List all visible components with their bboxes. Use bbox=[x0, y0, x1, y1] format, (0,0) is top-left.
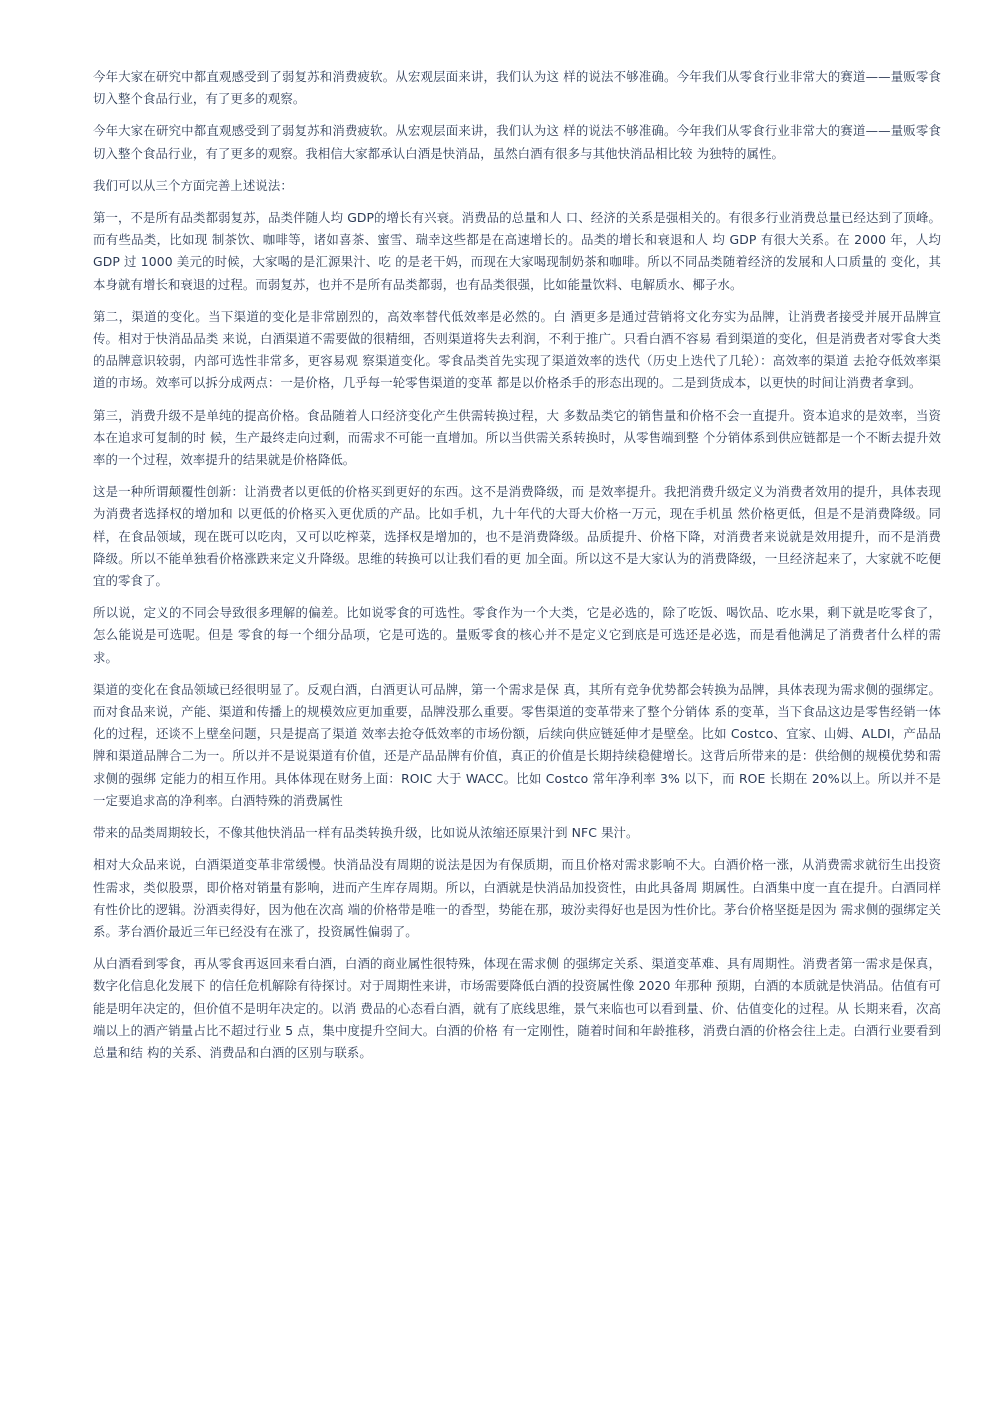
paragraph-definition: 所以说，定义的不同会导致很多理解的偏差。比如说零食的可选性。零食作为一个大类，它是必选的，除了吃饭、喝饮品、吃水果，剩下就是吃零食了，怎么能说是可选呢。但是 零食的每一个细分品项，它是可选的。量贩零食的核心并不是定义它到底是可选还是必选，而是看他满足了消费者什么样的需求。 bbox=[93, 605, 941, 665]
paragraph-third-point: 第三，消费升级不是单纯的提高价格。食品随着人口经济变化产生供需转换过程，大 多数品类它的销售量和价格不会一直提升。资本追求的是效率，当资本在追求可复制的时 候，生产最终走向过剩，而需求不可能一直增加。所以当供需关系转换时，从零售端到整 个分销体系到供应链都是一个不断去提升效率的一个过程，效率提升的结果就是价格降低。 bbox=[93, 407, 941, 468]
paragraph-category-cycle: 带来的品类周期较长，不像其他快消品一样有品类转换升级，比如说从浓缩还原果汁到 NFC 果汁。 bbox=[93, 825, 639, 841]
article-body bbox=[93, 66, 941, 1074]
paragraph-conclusion: 从白酒看到零食，再从零食再返回来看白酒，白酒的商业属性很特殊，体现在需求侧 的强绑定关系、渠道变革难、具有周期性。消费者第一需求是保真，数字化信息化发展下 的信任危机解除有待探讨。对于周期性来讲，市场需要降低白酒的投资属性像 2020 年那种 预期，白酒的本质就是快消品。估值有可能是明年决定的，但价值不是明年决定的。以消 费品的心态看白酒，就有了底线思维，景气来临也可以看到量、价、估值变化的过程。从 长期来看，次高端以上的酒产销量占比不超过行业 5 点，集中度提升空间大。白酒的价格 有一定刚性，随着时间和年龄推移，消费白酒的价格会往上走。白酒行业要看到总量和结 构的关系、消费品和白酒的区别与联系。 bbox=[93, 956, 941, 1060]
paragraph-intro-extended: 今年大家在研究中都直观感受到了弱复苏和消费疲软。从宏观层面来讲，我们认为这 样的说法不够准确。今年我们从零食行业非常大的赛道——量贩零食切入整个食品行业，有了更多的观察。我相信大家都承认白酒是快消品，虽然白酒有很多与其他快消品相比较 为独特的属性。 bbox=[93, 123, 941, 161]
paragraph-second-point: 第二，渠道的变化。当下渠道的变化是非常剧烈的，高效率替代低效率是必然的。白 酒更多是通过营销将文化夯实为品牌，让消费者接受并展开品牌宣传。相对于快消品品类 来说，白酒渠道不需要做的很精细，否则渠道将失去利润，不利于推广。只看白酒不容易 看到渠道的变化，但是消费者对零食大类的品牌意识较弱，内部可选性非常多，更容易观 察渠道变化。零食品类首先实现了渠道效率的迭代（历史上迭代了几轮）：高效率的渠道 去抢夺低效率渠道的市场。效率可以拆分成两点：一是价格，几乎每一轮零售渠道的变革 都是以价格杀手的形态出现的。二是到货成本，以更快的时间让消费者拿到。 bbox=[93, 308, 941, 391]
paragraph-channel-change: 渠道的变化在食品领域已经很明显了。反观白酒，白酒更认可品牌，第一个需求是保 真，其所有竞争优势都会转换为品牌，具体表现为需求侧的强绑定。而对食品来说，产能、渠道和传播上的规模效应更加重要，品牌没那么重要。零售渠道的变革带来了整个分销体 系的变革，当下食品这边是零售经销一体化的过程，还谈不上壁垒问题，只是提高了渠道 效率去抢夺低效率的市场份额，后续向供应链延伸才是壁垒。比如 Costco、宜家、山姆、ALDI，产品品牌和渠道品牌合二为一。所以并不是说渠道有价值，还是产品品牌有价值，真正的价值是长期持续稳健增长。这背后所带来的是：供给侧的规模优势和需求侧的强绑 定能力的相互作用。具体体现在财务上面：ROIC 大于 WACC。比如 Costco 常年净利率 3% 以下，而 ROE 长期在 20%以上。所以并不是一定要追求高的净利率。白酒特殊的消费属性 bbox=[93, 681, 941, 808]
paragraph-baijiu-channel: 相对大众品来说，白酒渠道变革非常缓慢。快消品没有周期的说法是因为有保质期，而且价格对需求影响不大。白酒价格一涨，从消费需求就衍生出投资性需求，类似股票，即价格对销量有影响，进而产生库存周期。所以，白酒就是快消品加投资性，由此具备周 期属性。白酒集中度一直在提升。白酒同样有性价比的逻辑。汾酒卖得好，因为他在次高 端的价格带是唯一的香型，势能在那，玻汾卖得好也是因为性价比。茅台价格坚挺是因为 需求侧的强绑定关系。茅台酒价最近三年已经没有在涨了，投资属性偏弱了。 bbox=[93, 857, 941, 939]
paragraph-disruptive-innovation: 这是一种所谓颠覆性创新：让消费者以更低的价格买到更好的东西。这不是消费降级，而 是效率提升。我把消费升级定义为消费者效用的提升，具体表现为消费者选择权的增加和 以更低的价格买入更优质的产品。比如手机，九十年代的大哥大价格一万元，现在手机虽 然价格更低，但是不是消费降级。同样，在食品领域，现在既可以吃肉，又可以吃榨菜，选择权是增加的，也不是消费降级。品质提升、价格下降，对消费者来说就是效用提升，而不是消费降级。所以不能单独看价格涨跌来定义升降级。思维的转换可以让我们看的更 加全面。所以这不是大家认为的消费降级，一旦经济起来了，大家就不吃便宜的零食了。 bbox=[93, 484, 941, 589]
paragraph-intro: 今年大家在研究中都直观感受到了弱复苏和消费疲软。从宏观层面来讲，我们认为这 样的说法不够准确。今年我们从零食行业非常大的赛道——量贩零食切入整个食品行业，有了更多的观察。 bbox=[93, 69, 941, 107]
paragraph-first-point: 第一，不是所有品类都弱复苏，品类伴随人均 GDP的增长有兴衰。消费品的总量和人 口、经济的关系是强相关的。有很多行业消费总量已经达到了顶峰。而有些品类，比如现 制茶饮、咖啡等，诸如喜茶、蜜雪、瑞幸这些都是在高速增长的。品类的增长和衰退和人 均 GDP 有很大关系。在 2000 年，人均 GDP 过 1000 美元的时候，大家喝的是汇源果汁、吃 的是老干妈，而现在大家喝现制奶茶和咖啡。所以不同品类随着经济的发展和人口质量的 变化，其本身就有增长和衰退的过程。而弱复苏，也并不是所有品类都弱，也有品类很强，比如能量饮料、电解质水、椰子水。 bbox=[93, 210, 941, 292]
paragraph-three-aspects: 我们可以从三个方面完善上述说法： bbox=[93, 177, 293, 193]
